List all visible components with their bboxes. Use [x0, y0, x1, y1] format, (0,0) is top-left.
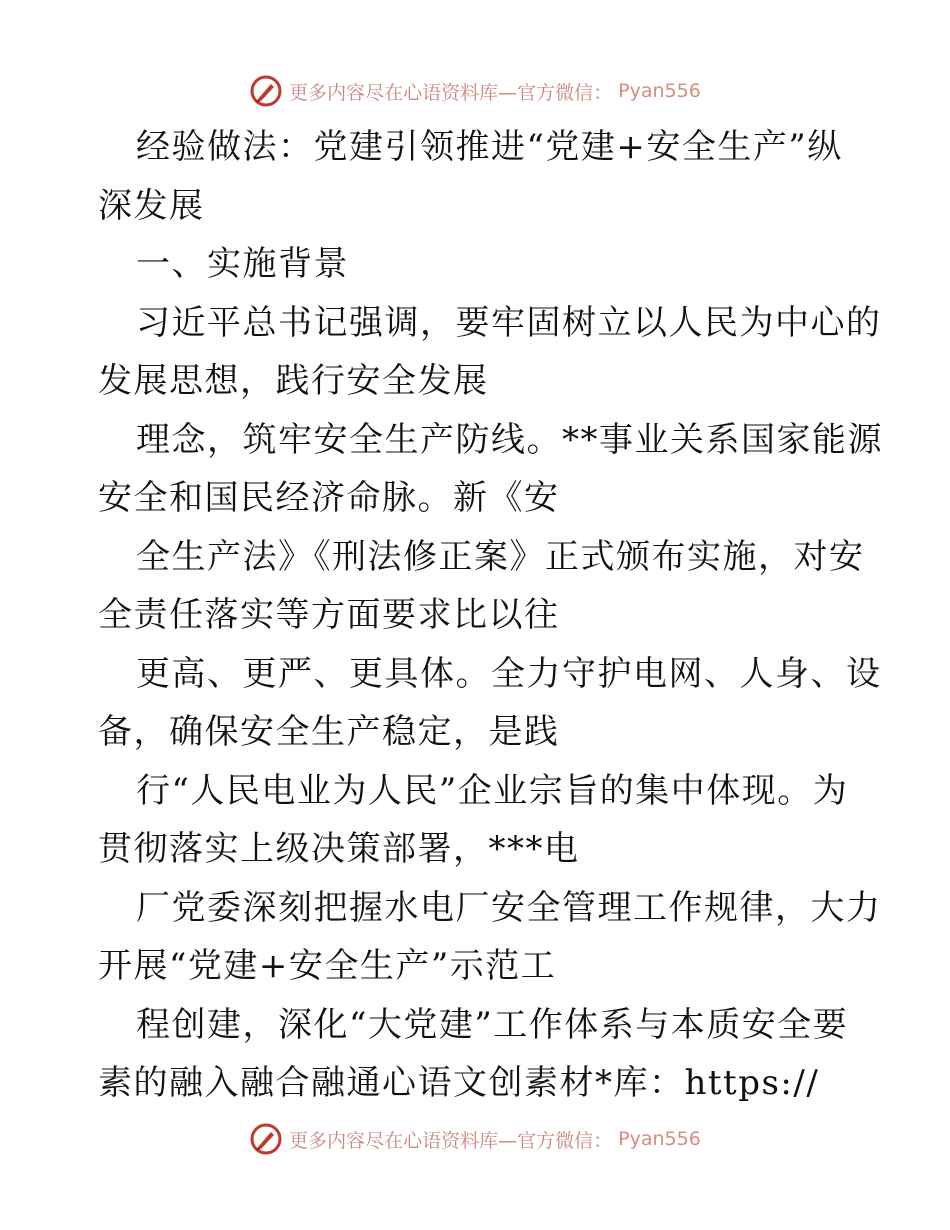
document-body	[98, 118, 883, 1113]
text-line: 习近平总书记强调，要牢固树立以人民为中心的	[136, 302, 882, 343]
text-line: 厂党委深刻把握水电厂安全管理工作规律，大力	[136, 887, 882, 928]
text-line: 行“人民电业为人民”企业宗旨的集中体现。为	[136, 770, 849, 811]
watermark-wechat-id: Pyan556	[618, 1128, 701, 1150]
text-line: 备，确保安全生产稳定，是践	[98, 712, 560, 752]
text-line: 经验做法：党建引领推进“党建+安全生产”纵	[136, 127, 843, 167]
text-line: 贯彻落实上级决策部署，***电	[98, 829, 580, 869]
text-line: 更高、更严、更具体。全力守护电网、人身、设	[136, 653, 882, 694]
watermark-text: 更多内容尽在心语资料库—官方微信：	[289, 1129, 613, 1152]
watermark-text: 更多内容尽在心语资料库—官方微信：	[289, 81, 613, 104]
text-line: 一、实施背景	[136, 244, 349, 284]
pen-logo-icon	[249, 1122, 283, 1156]
pen-logo-icon	[249, 74, 283, 108]
text-line: 程创建，深化“大党建”工作体系与本质安全要	[136, 1004, 849, 1045]
header-watermark	[0, 74, 950, 108]
text-line: 开展“党建+安全生产”示范工	[98, 946, 557, 986]
text-line: 理念，筑牢安全生产防线。**事业关系国家能源	[136, 419, 883, 460]
text-line: 深发展	[98, 185, 205, 226]
text-line: 素的融入融合融通心语文创素材*库：https://	[98, 1063, 820, 1103]
text-line: 全责任落实等方面要求比以往	[98, 595, 560, 635]
footer-watermark	[0, 1122, 950, 1156]
watermark-wechat-id: Pyan556	[618, 80, 701, 102]
text-line: 全生产法》《刑法修正案》正式颁布实施，对安	[136, 536, 865, 577]
text-line: 发展思想，践行安全发展	[98, 361, 489, 401]
text-line: 安全和国民经济命脉。新《安	[98, 478, 560, 518]
